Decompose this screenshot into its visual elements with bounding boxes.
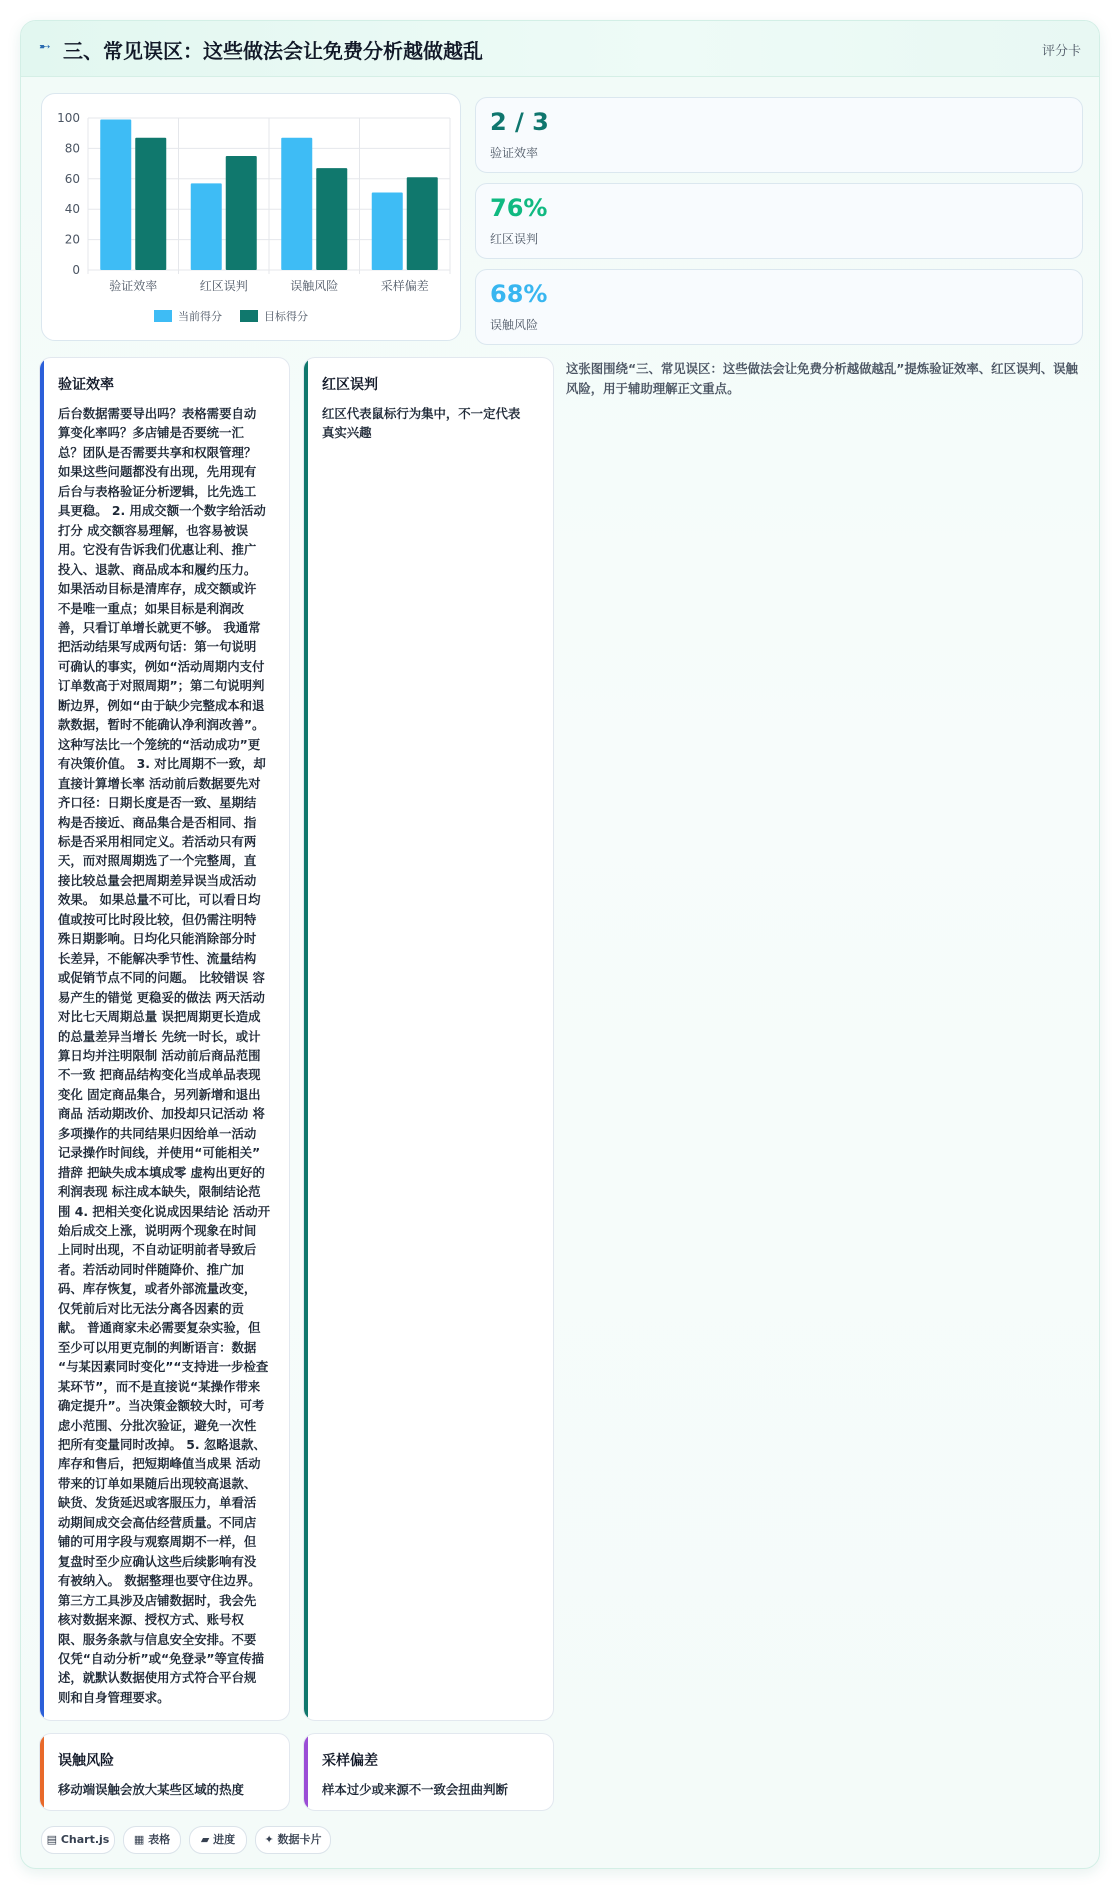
panel-text-line: 值或按可比时段比较，但仍需注明特	[58, 911, 257, 927]
panel-text-line: 接比较总量会把周期差异误当成活动	[58, 872, 257, 888]
scorecard-card	[20, 20, 1100, 1869]
page-title: 三、常见误区：这些做法会让免费分析越做越乱	[63, 39, 483, 63]
x-tick-label: 红区误判	[199, 279, 248, 293]
panel-text-line: 动期间成交会高估经营质量。不同店	[58, 1514, 257, 1530]
panel-text-line: 仅凭前后对比无法分离各因素的贡	[58, 1300, 244, 1316]
panel-text-line: 仅凭“自动分析”或“免登录”等宣传描	[58, 1651, 265, 1666]
panel-accent	[40, 358, 44, 1720]
panel-text-line: 措辞 把缺失成本填成零 虚构出更好的	[58, 1164, 265, 1180]
bar	[135, 138, 166, 270]
panel-text-line: 变化 固定商品集合，另列新增和退出	[58, 1086, 261, 1102]
bar	[281, 138, 312, 270]
chip-chartjs[interactable]: ▤ Chart.js	[41, 1826, 115, 1854]
panel-text-line: 有被纳入。 数据整理也要守住边界。	[58, 1573, 261, 1589]
panel-text-line: 核对数据来源、授权方式、账号权	[58, 1612, 244, 1628]
stat-card-verify	[475, 97, 1083, 173]
panel-text-line: 构是否接近、商品集合是否相同、指	[58, 814, 257, 830]
bar-chart	[42, 94, 460, 340]
panel-text-line: 记录操作时间线，并使用“可能相关”	[58, 1145, 261, 1161]
x-tick-label: 验证效率	[109, 279, 158, 293]
panel-text-line: 至少可以用更克制的判断语言：数据	[58, 1339, 257, 1355]
panel-text-line: 把所有变量同时改掉。 5. 忽略退款、	[58, 1437, 266, 1453]
panel-text-line: 样本过少或来源不一致会扭曲判断	[322, 1782, 508, 1797]
panel-text-line: 带来的订单如果随后出现较高退款、	[58, 1475, 257, 1491]
bar	[372, 192, 403, 270]
panel-text-line: 直接计算增长率 活动前后数据要先对	[58, 775, 261, 791]
panel-text-line: 订单数高于对照周期”；第二句说明判	[58, 678, 265, 694]
sparkle-icon: ➸	[39, 39, 51, 55]
panel-text-line: 的总量差异当增长 先统一时长，或计	[58, 1028, 261, 1044]
panel-text-line: 如果这些问题都没有出现，先用现有	[58, 464, 257, 480]
y-tick-label: 20	[64, 232, 80, 247]
panel-text-line: 始后成交上涨，说明两个现象在时间	[58, 1223, 257, 1239]
panel-text-line: 限、服务条款与信息安全安排。不要	[58, 1631, 257, 1647]
panel-text-line: 对比七天周期总量 误把周期更长造成	[58, 1009, 261, 1025]
panel-text-line: 长差异，不能解决季节性、流量结构	[58, 950, 257, 966]
panel-text-line: 后台与表格验证分析逻辑，比先选工	[58, 483, 257, 499]
panel-title: 红区误判	[322, 377, 378, 393]
stat-card-mistouch	[475, 269, 1083, 345]
panel-text-line: 殊日期影响。日均化只能消除部分时	[58, 931, 257, 947]
chip-data-card[interactable]: ✦ 数据卡片	[255, 1826, 331, 1854]
y-tick-label: 0	[72, 263, 80, 277]
panel-text-line: 具更稳。 2. 用成交额一个数字给活动	[58, 503, 266, 519]
legend-label: 当前得分	[178, 310, 222, 323]
panel-text-line: 移动端误触会放大某些区域的热度	[58, 1782, 244, 1797]
panel-text-line: 上同时出现，不自动证明前者导致后	[58, 1242, 257, 1258]
panel-text-line: 利润表现 标注成本缺失，限制结论范	[58, 1184, 261, 1200]
panel-text-line: 商品 活动期改价、加投却只记活动 将	[58, 1106, 265, 1122]
panel-text-line: 标是否采用相同定义。若活动只有两	[58, 833, 257, 849]
panel-text-line: 不是唯一重点；如果目标是利润改	[58, 600, 244, 616]
panel-body	[322, 1780, 541, 1799]
panel-text-line: 复盘时至少应确认这些后续影响有没	[58, 1553, 257, 1569]
chip-progress[interactable]: ▰ 进度	[189, 1826, 247, 1854]
panel-text-line: 红区代表鼠标行为集中，不一定代表	[322, 406, 521, 421]
panel-accent	[304, 358, 308, 1720]
panel-text-line: 款数据，暂时不能确认净利润改善”。	[58, 717, 265, 733]
panel-text-line: 易产生的错觉 更稳妥的做法 两天活动	[58, 989, 265, 1005]
bar	[100, 120, 131, 270]
y-tick-label: 60	[64, 171, 80, 186]
x-tick-label: 误触风险	[290, 279, 339, 293]
panel-text-line: 围 4. 把相关变化说成因果结论 活动开	[58, 1203, 271, 1219]
stat-card-red-zone	[475, 183, 1083, 259]
panel-mistouch	[39, 1733, 290, 1811]
panel-text-line: 多项操作的共同结果归因给单一活动	[58, 1125, 257, 1141]
panel-title: 误触风险	[58, 1753, 114, 1769]
stat-label: 误触风险	[490, 318, 539, 332]
panel-text-line: 效果。 如果总量不可比，可以看日均	[58, 892, 261, 908]
bar	[407, 177, 438, 270]
panel-text-line: 算变化率吗？多店铺是否要统一汇	[58, 425, 244, 441]
panel-text-line: 总？团队是否需要共享和权限管理？	[58, 444, 257, 460]
panel-text-line: 打分 成交额容易理解，也容易被误	[58, 522, 249, 538]
y-tick-label: 40	[64, 202, 80, 217]
panel-text-line: 这种写法比一个笼统的“活动成功”更	[58, 736, 261, 752]
panel-text-line: 天，而对照周期选了一个完整周，直	[58, 853, 257, 869]
panel-text-line: 后台数据需要导出吗？表格需要自动	[58, 406, 257, 421]
bar	[316, 168, 347, 270]
panel-text-line: 献。 普通商家未必需要复杂实验，但	[58, 1320, 261, 1336]
panel-text-line: 或促销节点不同的问题。 比较错误 容	[58, 970, 265, 986]
stat-label: 红区误判	[490, 232, 539, 246]
legend-label: 目标得分	[264, 310, 308, 323]
panel-body	[58, 1780, 277, 1799]
x-tick-label: 采样偏差	[380, 279, 429, 293]
panel-text-line: 善，只看订单增长就更不够。 我通常	[58, 619, 261, 635]
stat-value: 2 / 3	[490, 108, 549, 136]
panel-text-line: 某环节”，而不是直接说“某操作带来	[58, 1378, 261, 1394]
panel-body	[58, 404, 277, 1707]
bar	[191, 183, 222, 270]
card-header	[21, 21, 1099, 77]
panel-text-line: 库存和售后，把短期峰值当成果 活动	[58, 1456, 261, 1472]
panel-text-line: 铺的可用字段与观察周期不一样，但	[58, 1534, 257, 1550]
panel-text-line: 码、库存恢复，或者外部流量改变，	[58, 1281, 257, 1297]
panel-text-line: 缺货、发货延迟或客服压力，单看活	[58, 1495, 257, 1511]
stat-label: 验证效率	[490, 146, 539, 160]
panel-text-line: 可确认的事实，例如“活动周期内支付	[58, 658, 265, 674]
panel-verify-efficiency	[39, 357, 290, 1721]
stat-value: 76%	[490, 194, 548, 222]
panel-accent	[304, 1734, 308, 1810]
panel-body	[322, 404, 541, 443]
panel-text-line: 投入、退款、商品成本和履约压力。	[58, 561, 257, 577]
panel-accent	[40, 1734, 44, 1810]
panel-text-line: 用。它没有告诉我们优惠让利、推广	[58, 542, 257, 558]
panel-text-line: 断边界，例如“由于缺少完整成本和退	[58, 697, 265, 713]
panel-text-line: 第三方工具涉及店铺数据时，我会先	[58, 1592, 257, 1608]
side-note: 这张图围绕“三、常见误区：这些做法会让免费分析越做越乱”提炼验证效率、红区误判、误触风险，用于辅助理解正文重点。	[566, 361, 1078, 396]
stat-value: 68%	[490, 280, 548, 308]
panel-text-line: 真实兴趣	[322, 425, 372, 441]
panel-text-line: 如果活动目标是清库存，成交额或许	[58, 581, 257, 597]
chip-table[interactable]: ▦ 表格	[123, 1826, 181, 1854]
panel-title: 验证效率	[58, 377, 114, 393]
bar	[226, 156, 257, 270]
panel-text-line: 齐口径：日期长度是否一致、星期结	[58, 795, 257, 811]
y-tick-label: 100	[57, 111, 80, 125]
panel-text-line: 不一致 把商品结构变化当成单品表现	[58, 1067, 261, 1083]
panel-text-line: 则和自身管理要求。	[58, 1689, 170, 1705]
legend-swatch	[154, 310, 172, 322]
panel-text-line: 者。若活动同时伴随降价、推广加	[58, 1261, 244, 1277]
panel-text-line: 虑小范围、分批次验证，避免一次性	[58, 1417, 257, 1433]
panel-text-line: “与某因素同时变化”“支持进一步检查	[58, 1359, 269, 1375]
panel-text-line: 把活动结果写成两句话：第一句说明	[58, 639, 257, 655]
panel-sampling-bias	[303, 1733, 554, 1811]
legend-swatch	[240, 310, 258, 322]
panel-red-zone	[303, 357, 554, 1721]
bar-chart-card	[41, 93, 461, 341]
y-tick-label: 80	[64, 141, 80, 156]
panel-text-line: 述，就默认数据使用方式符合平台规	[58, 1670, 257, 1686]
panel-text-line: 算日均并注明限制 活动前后商品范围	[58, 1047, 261, 1063]
panel-text-line: 有决策价值。 3. 对比周期不一致，却	[58, 756, 266, 772]
scorecard-badge: 评分卡	[1041, 44, 1081, 59]
panel-text-line: 确定提升”。当决策金额较大时，可考	[58, 1398, 265, 1414]
panel-title: 采样偏差	[322, 1753, 378, 1769]
